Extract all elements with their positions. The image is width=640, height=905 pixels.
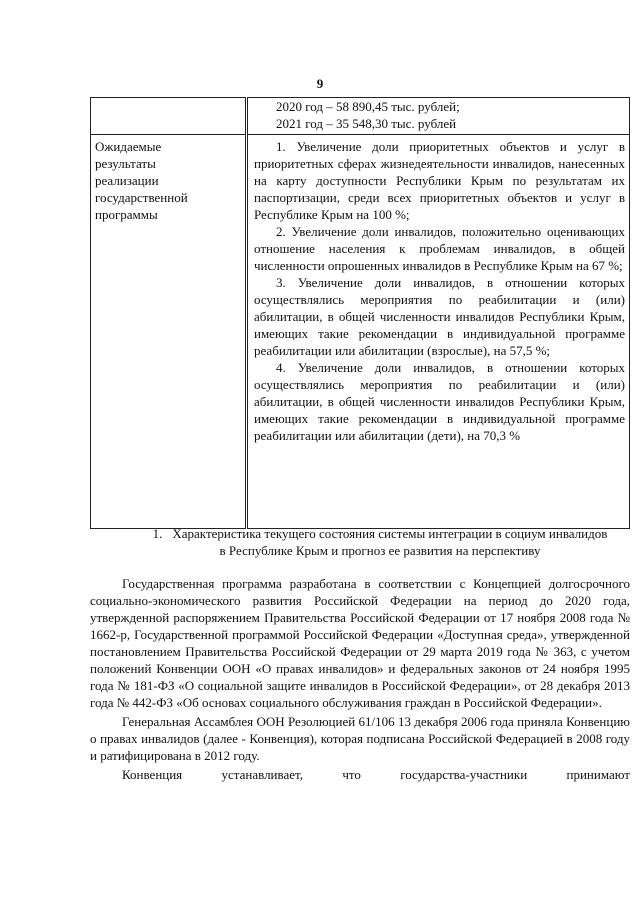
word-3: что <box>342 767 361 782</box>
paragraph-2: Генеральная Ассамблея ООН Резолюцией 61/106 13 декабря 2006 года приняла Конвенцию о правах инвалидов (далее - Конвенция), которая подписана Российской Федерацией в 2008 году и ратифицирована в 2012 году. <box>90 714 630 763</box>
section-number: 1. <box>152 526 163 541</box>
results-label-cell: Ожидаемые результаты реализации государственной программы <box>91 135 247 529</box>
table-row-results <box>91 135 630 529</box>
result-item-2: 2. Увеличение доли инвалидов, положительно оценивающих отношение населения к проблемам инвалидов, в общей численности опрошенных инвалидов в Республике Крым на 67 %; <box>254 224 625 273</box>
section-heading <box>150 525 610 559</box>
results-value-cell <box>247 135 630 529</box>
result-item-1: 1. Увеличение доли приоритетных объектов и услуг в приоритетных сферах жизнедеятельности инвалидов, нанесенных на карту доступности Республики Крым по результатам их паспортизации, среди всех приоритетных объектов и услуг в Республике Крым на 100 %; <box>254 139 625 222</box>
word-4: государства-участники <box>400 767 528 782</box>
word-1: Конвенция <box>122 767 183 782</box>
table-row-finance <box>91 98 630 135</box>
page-number: 9 <box>316 76 324 91</box>
paragraph-1: Государственная программа разработана в соответствии с Концепцией долгосрочного социально-экономического развития Российской Федерации на период до 2020 года, утвержденной распоряжением Правительства Российской Федерации от 17 ноября 2008 года № 1662-р, Государственной программой Российской Федерации «Доступная среда», утвержденной постановлением Правительства Российской Федерации от 29 марта 2019 года № 363, с учетом положений Конвенции ООН «О правах инвалидов» и федеральных законов от 24 ноября 1995 года № 181-ФЗ «О социальной защите инвалидов в Российской Федерации», от 28 декабря 2013 года № 442-ФЗ «Об основах социального обслуживания граждан в Российской Федерации». <box>90 576 630 710</box>
word-2: устанавливает, <box>221 767 303 782</box>
paragraph-3-start <box>90 766 630 783</box>
word-5: принимают <box>566 767 630 782</box>
program-passport-table <box>90 97 630 529</box>
finance-value-cell <box>247 98 630 135</box>
finance-line-2020: 2020 год – 58 890,45 тыс. рублей; <box>276 99 460 114</box>
result-item-3: 3. Увеличение доли инвалидов, в отношении которых осуществлялись мероприятия по реабилитации и (или) абилитации, в общей численности инвалидов Республики Крым, имеющих такие рекомендации в индивидуальной программе реабилитации или абилитации (взрослые), на 57,5 %; <box>254 275 625 358</box>
result-item-4: 4. Увеличение доли инвалидов, в отношении которых осуществлялись мероприятия по реабилитации и (или) абилитации, в общей численности инвалидов Республики Крым, имеющих такие рекомендации в индивидуальной программе реабилитации или абилитации (дети), на 70,3 % <box>254 360 625 443</box>
finance-line-2021: 2021 год – 35 548,30 тыс. рублей <box>276 116 457 131</box>
body-text <box>90 575 630 785</box>
finance-label-cell <box>91 98 247 135</box>
section-title: Характеристика текущего состояния системы интеграции в социум инвалидов в Республике Крым и прогноз ее развития на перспективу <box>172 526 608 558</box>
